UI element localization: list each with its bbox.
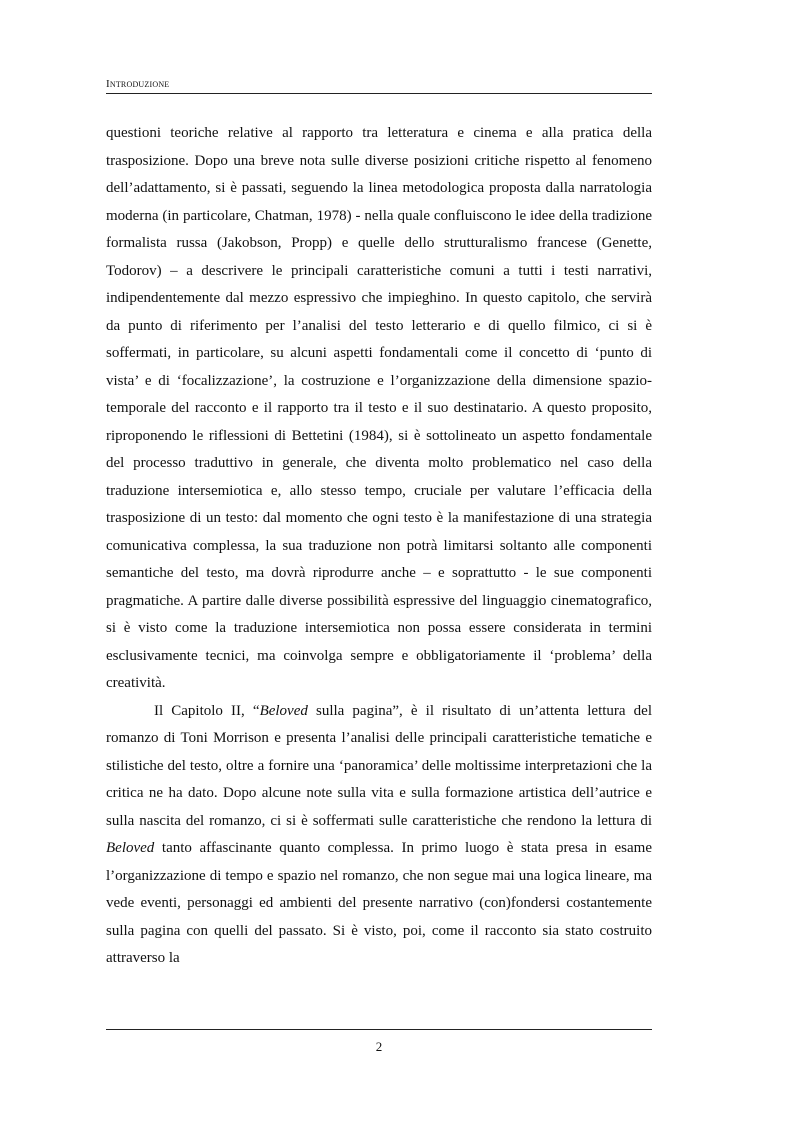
header-rule (106, 93, 652, 94)
paragraph-2-part-a: Il Capitolo II, “ (154, 702, 260, 719)
running-header: Introduzione (106, 78, 170, 90)
body-text (106, 120, 652, 973)
footer-rule (106, 1029, 652, 1030)
paragraph-2 (106, 698, 652, 973)
book-title-italic: Beloved (259, 702, 308, 719)
paragraph-1: questioni teoriche relative al rapporto tra letteratura e cinema e alla pratica della trasposizione. Dopo una breve nota sulle diverse posizioni critiche rispetto al fenomeno dell’adattamento, si è passati, seguendo la linea metodologica proposta dalla narratologia moderna (in particolare, Chatman, 1978) - nella quale confluiscono le idee della tradizione formalista russa (Jakobson, Propp) e quelle dello strutturalismo francese (Genette, Todorov) – a descrivere le principali caratteristiche comuni a tutti i testi narrativi, indipendentemente dal mezzo espressivo che impieghino. In questo capitolo, che servirà da punto di riferimento per l’analisi del testo letterario e di quello filmico, ci si è soffermati, in particolare, su alcuni aspetti fondamentali come il concetto di ‘punto di vista’ e di ‘focalizzazione’, la costruzione e l’organizzazione della dimensione spazio-temporale del racconto e il rapporto tra il testo e il suo destinatario. A questo proposito, riproponendo le riflessioni di Bettetini (1984), si è sottolineato un aspetto fondamentale del processo traduttivo in generale, che diventa molto problematico nel caso della traduzione intersemiotica e, allo stesso tempo, cruciale per valutare l’efficacia della trasposizione di un testo: dal momento che ogni testo è la manifestazione di una strategia comunicativa complessa, la sua traduzione non potrà limitarsi soltanto alle componenti semantiche del testo, ma dovrà riprodurre anche – e soprattutto - le sue componenti pragmatiche. A partire dalle diverse possibilità espressive del linguaggio cinematografico, si è visto come la traduzione intersemiotica non possa essere considerata in termini esclusivamente tecnici, ma coinvolga sempre e obbligatoriamente il ‘problema’ della creatività. (106, 125, 652, 691)
paragraph-2-part-b: sulla pagina”, è il risultato di un’attenta lettura del romanzo di Toni Morrison e presenta l’analisi delle principali caratteristiche tematiche e stilistiche del testo, oltre a fornire una ‘panoramica’ delle moltissime interpretazioni che la critica ne ha dato. Dopo alcune note sulla vita e sulla formazione artistica dell’autrice e sulla nascita del romanzo, ci si è soffermati sulle caratteristiche che rendono la lettura di (106, 702, 652, 829)
page-number: 2 (375, 1039, 383, 1054)
paragraph-2-part-c: tanto affascinante quanto complessa. In primo luogo è stata presa in esame l’organizzazione di tempo e spazio nel romanzo, che non segue mai una logica lineare, ma vede eventi, personaggi ed ambienti del presente narrativo (con)fondersi costantemente sulla pagina con quelli del passato. Si è visto, poi, come il racconto sia stato costruito attraverso la (106, 840, 652, 966)
book-title-italic-2: Beloved (106, 840, 155, 856)
